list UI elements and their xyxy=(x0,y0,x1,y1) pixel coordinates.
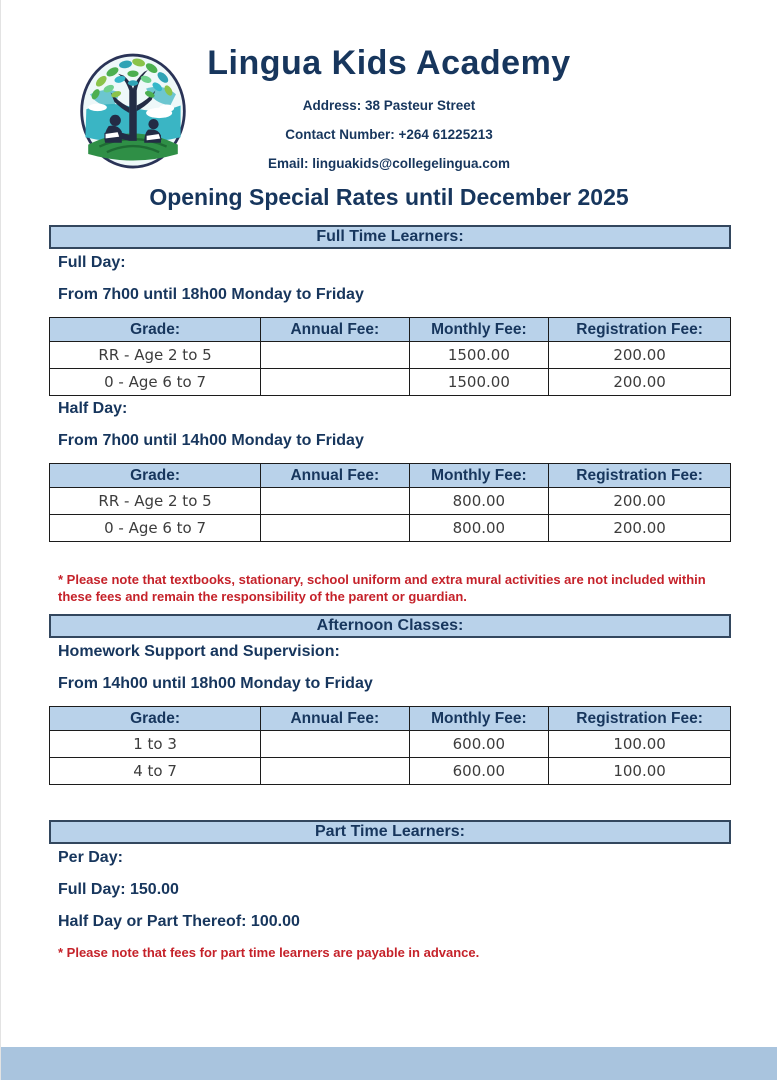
full-day-schedule: From 7h00 until 18h00 Monday to Friday xyxy=(58,286,364,303)
monthly-fee-cell: 800.00 xyxy=(409,515,549,542)
half-day-schedule: From 7h00 until 14h00 Monday to Friday xyxy=(58,432,364,449)
table-header-row xyxy=(50,707,731,731)
table-header-row xyxy=(50,464,731,488)
part-time-half-day-rate: Half Day or Part Thereof: 100.00 xyxy=(58,913,300,931)
contact-line: Contact Number: +264 61225213 xyxy=(285,127,493,142)
monthly-fee-cell: 1500.00 xyxy=(409,369,549,396)
footer-band xyxy=(1,1047,777,1080)
full-day-heading: Full Day: xyxy=(58,254,126,271)
registration-fee-column-header: Registration Fee: xyxy=(549,464,731,488)
grade-cell: 1 to 3 xyxy=(50,731,261,758)
monthly-fee-cell: 800.00 xyxy=(409,488,549,515)
grade-cell: RR - Age 2 to 5 xyxy=(50,488,261,515)
half-day-fees-table xyxy=(49,463,731,542)
section-bar-afternoon: Afternoon Classes: xyxy=(49,614,731,638)
table-row xyxy=(50,515,731,542)
part-time-full-day-rate: Full Day: 150.00 xyxy=(58,881,179,899)
registration-fee-cell: 200.00 xyxy=(549,488,731,515)
grade-column-header: Grade: xyxy=(50,318,261,342)
monthly-fee-column-header: Monthly Fee: xyxy=(409,464,549,488)
section-bar-part-time: Part Time Learners: xyxy=(49,820,731,844)
afternoon-schedule: From 14h00 until 18h00 Monday to Friday xyxy=(58,675,373,693)
annual-fee-cell xyxy=(261,488,409,515)
section-bar-full-time: Full Time Learners: xyxy=(49,225,731,249)
grade-cell: 0 - Age 6 to 7 xyxy=(50,515,261,542)
grade-cell: RR - Age 2 to 5 xyxy=(50,342,261,369)
grade-cell: 4 to 7 xyxy=(50,758,261,785)
table-row xyxy=(50,369,731,396)
afternoon-fees-table xyxy=(49,706,731,785)
monthly-fee-column-header: Monthly Fee: xyxy=(409,707,549,731)
registration-fee-cell: 100.00 xyxy=(549,758,731,785)
school-logo-tree-children-icon xyxy=(77,50,189,174)
table-row xyxy=(50,758,731,785)
annual-fee-cell xyxy=(261,515,409,542)
monthly-fee-column-header: Monthly Fee: xyxy=(409,318,549,342)
part-time-note: * Please note that fees for part time learners are payable in advance. xyxy=(58,945,480,961)
registration-fee-cell: 200.00 xyxy=(549,515,731,542)
annual-fee-column-header: Annual Fee: xyxy=(261,707,409,731)
grade-column-header: Grade: xyxy=(50,464,261,488)
table-row xyxy=(50,488,731,515)
annual-fee-cell xyxy=(261,731,409,758)
full-day-fees-table xyxy=(49,317,731,396)
monthly-fee-cell: 1500.00 xyxy=(409,342,549,369)
monthly-fee-cell: 600.00 xyxy=(409,731,549,758)
half-day-heading: Half Day: xyxy=(58,400,128,417)
school-name: Lingua Kids Academy xyxy=(207,44,571,82)
registration-fee-column-header: Registration Fee: xyxy=(549,318,731,342)
per-day-heading: Per Day: xyxy=(58,849,123,867)
registration-fee-cell: 200.00 xyxy=(549,342,731,369)
afternoon-heading: Homework Support and Supervision: xyxy=(58,643,340,661)
grade-column-header: Grade: xyxy=(50,707,261,731)
annual-fee-column-header: Annual Fee: xyxy=(261,318,409,342)
table-row xyxy=(50,731,731,758)
monthly-fee-cell: 600.00 xyxy=(409,758,549,785)
table-row xyxy=(50,342,731,369)
registration-fee-column-header: Registration Fee: xyxy=(549,707,731,731)
registration-fee-cell: 100.00 xyxy=(549,731,731,758)
email-line: Email: linguakids@collegelingua.com xyxy=(268,156,510,171)
annual-fee-cell xyxy=(261,369,409,396)
table-header-row xyxy=(50,318,731,342)
annual-fee-cell xyxy=(261,342,409,369)
full-time-note: * Please note that textbooks, stationary, school uniform and extra mural activities are not included within these fees and remain the responsibility of the parent or guardian. xyxy=(58,572,706,605)
registration-fee-cell: 200.00 xyxy=(549,369,731,396)
page-title: Opening Special Rates until December 2025 xyxy=(149,184,629,210)
annual-fee-column-header: Annual Fee: xyxy=(261,464,409,488)
grade-cell: 0 - Age 6 to 7 xyxy=(50,369,261,396)
address-line: Address: 38 Pasteur Street xyxy=(302,98,476,113)
annual-fee-cell xyxy=(261,758,409,785)
